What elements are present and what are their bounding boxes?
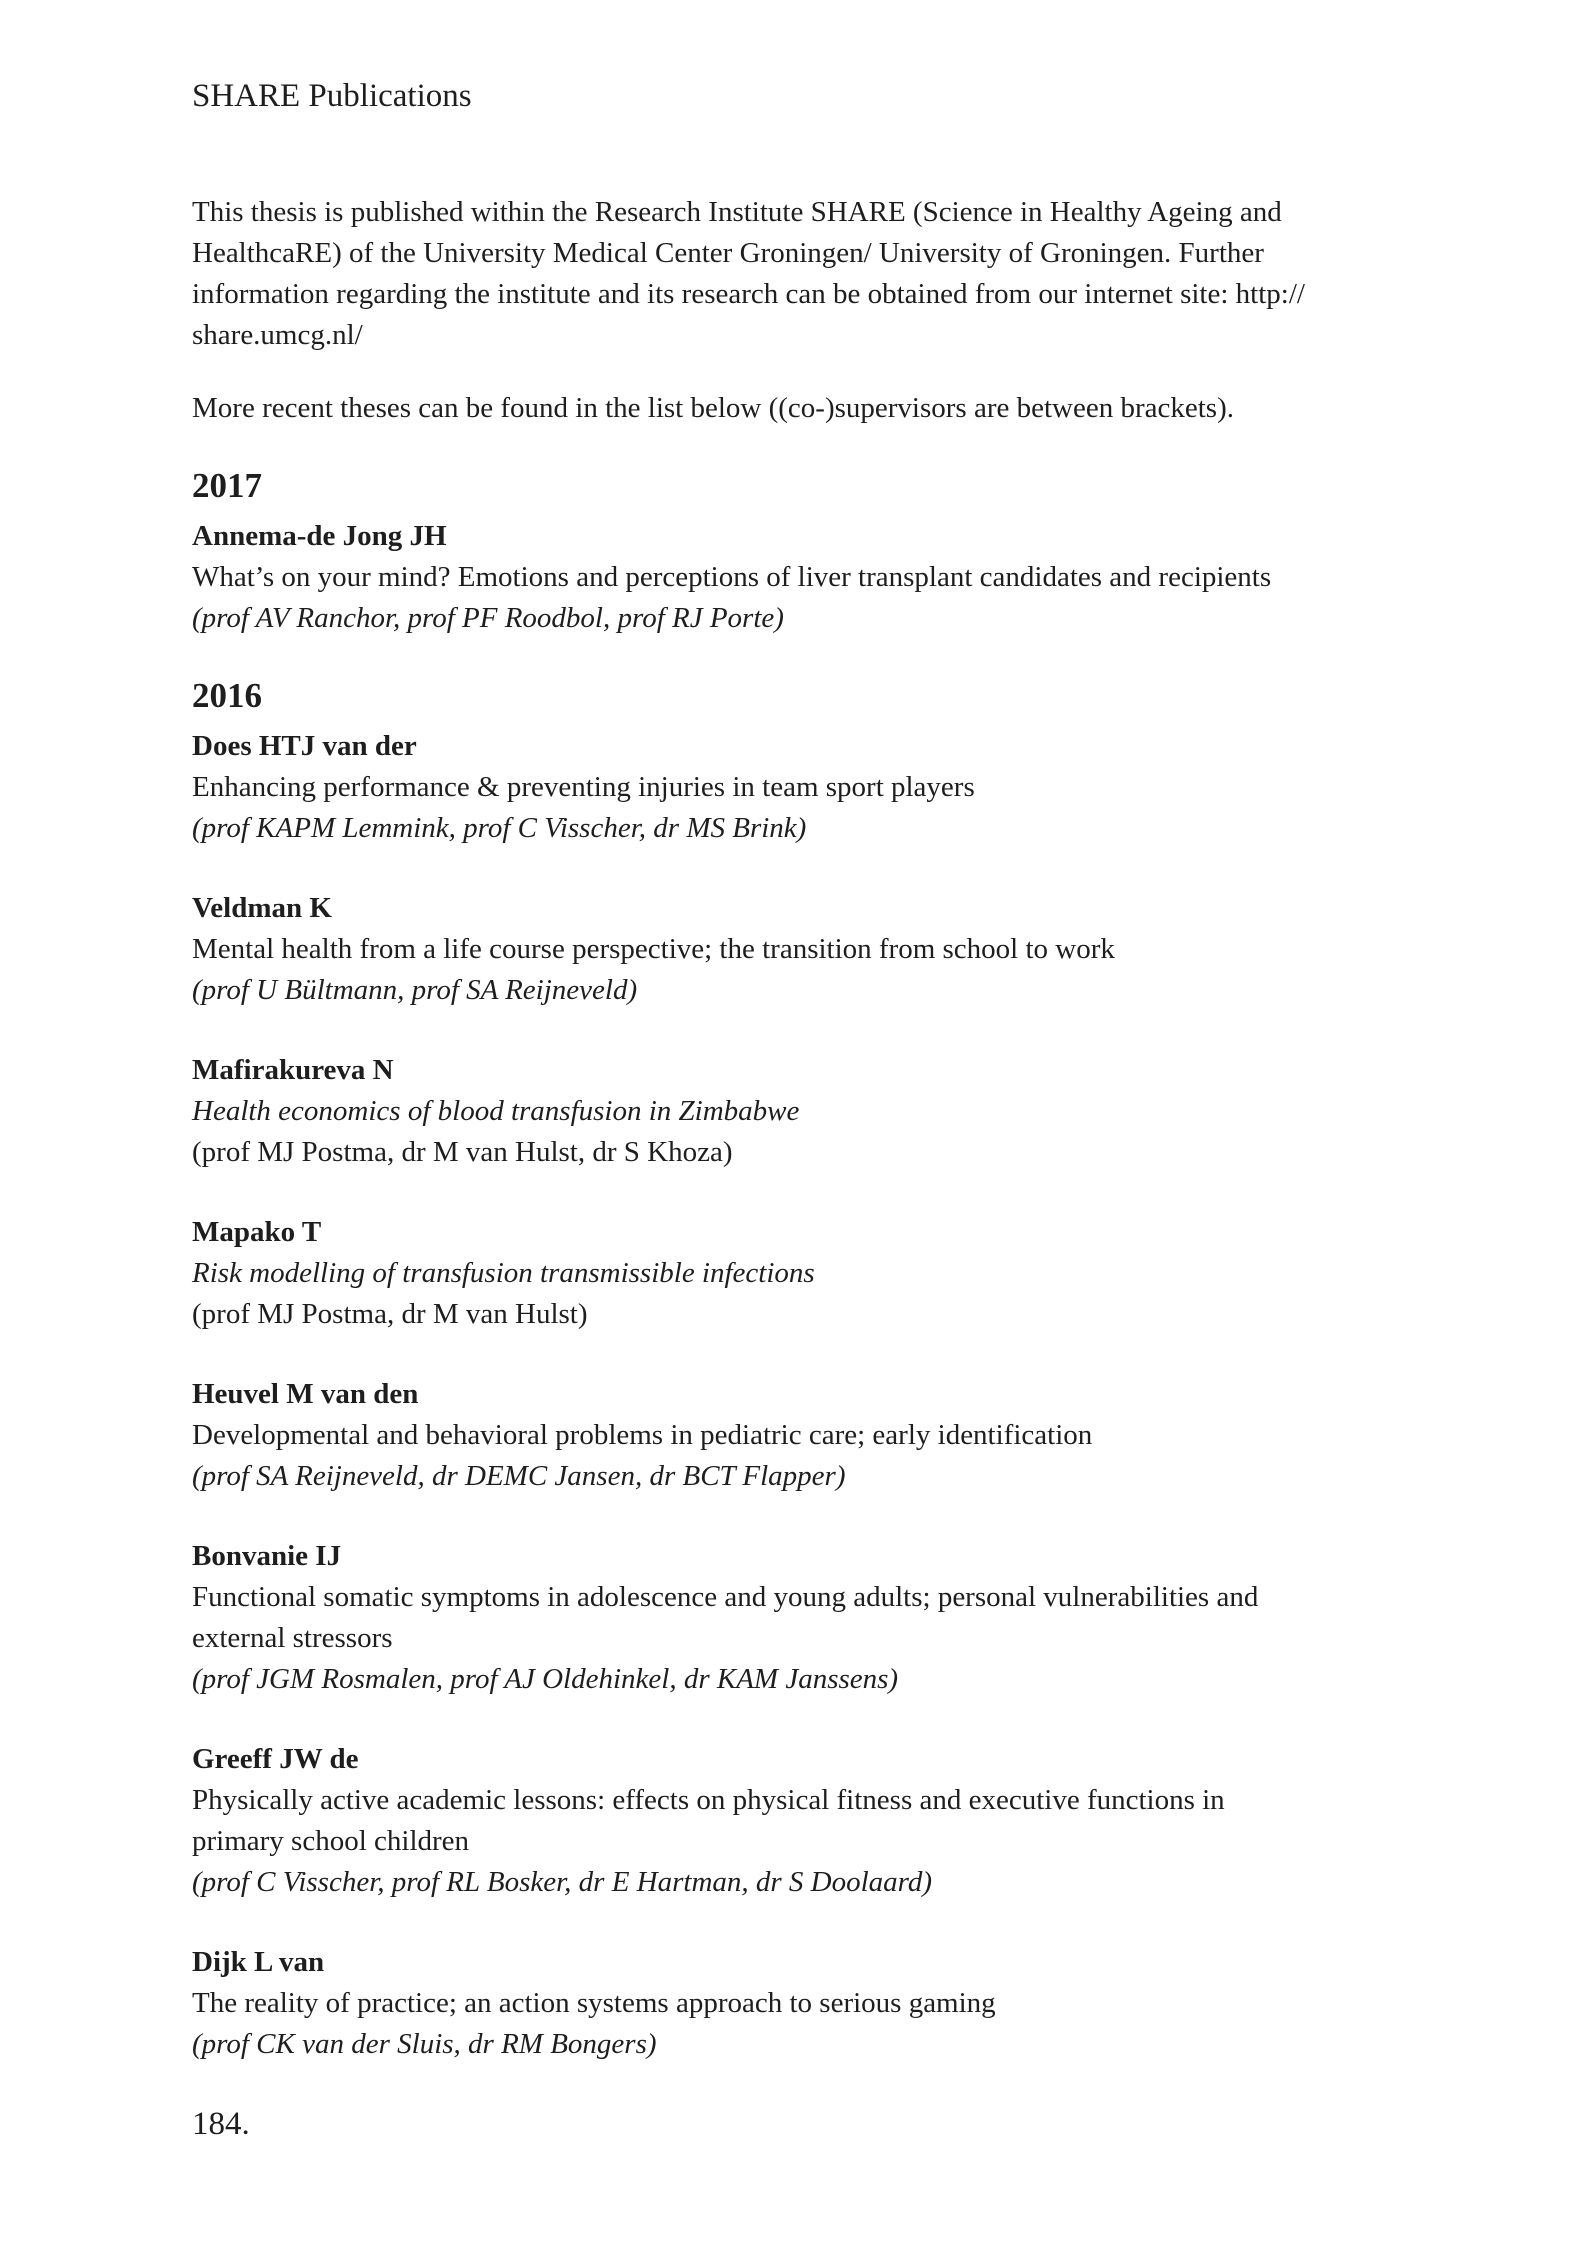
thesis-supervisors: (prof AV Ranchor, prof PF Roodbol, prof RJ Porte) bbox=[192, 602, 784, 634]
thesis-supervisors: (prof CK van der Sluis, dr RM Bongers) bbox=[192, 2028, 657, 2060]
thesis-title: Physically active academic lessons: effects on physical fitness and executive functions in primary school children bbox=[192, 1784, 1225, 1857]
thesis-author: Greeff JW de bbox=[192, 1743, 359, 1775]
thesis-author: Annema-de Jong JH bbox=[192, 520, 447, 552]
thesis-author: Veldman K bbox=[192, 892, 332, 924]
thesis-supervisors: (prof KAPM Lemmink, prof C Visscher, dr MS Brink) bbox=[192, 812, 807, 844]
thesis-entry bbox=[192, 888, 1392, 1011]
thesis-entry bbox=[192, 1739, 1392, 1903]
year-section-2017 bbox=[192, 464, 1392, 639]
thesis-entry bbox=[192, 516, 1392, 639]
thesis-entry bbox=[192, 726, 1392, 849]
page-number: 184. bbox=[192, 2106, 250, 2142]
year-section-2016 bbox=[192, 674, 1392, 2065]
list-note-paragraph: More recent theses can be found in the list below ((co-)supervisors are between brackets). bbox=[192, 392, 1234, 424]
year-heading: 2017 bbox=[192, 466, 262, 505]
thesis-title: The reality of practice; an action systems approach to serious gaming bbox=[192, 1987, 996, 2019]
thesis-title: Health economics of blood transfusion in Zimbabwe bbox=[192, 1095, 800, 1127]
thesis-author: Dijk L van bbox=[192, 1946, 325, 1978]
thesis-title: What’s on your mind? Emotions and perceptions of liver transplant candidates and recipients bbox=[192, 561, 1272, 593]
thesis-author: Bonvanie IJ bbox=[192, 1540, 342, 1572]
thesis-entry bbox=[192, 1212, 1392, 1335]
thesis-supervisors: (prof C Visscher, prof RL Bosker, dr E Hartman, dr S Doolaard) bbox=[192, 1866, 933, 1898]
thesis-title: Enhancing performance & preventing injuries in team sport players bbox=[192, 771, 975, 803]
thesis-title: Developmental and behavioral problems in pediatric care; early identification bbox=[192, 1419, 1093, 1451]
page-content bbox=[192, 68, 1392, 2065]
thesis-entry bbox=[192, 1374, 1392, 1497]
thesis-supervisors: (prof MJ Postma, dr M van Hulst) bbox=[192, 1298, 588, 1330]
thesis-author: Heuvel M van den bbox=[192, 1378, 419, 1410]
thesis-author: Mafirakureva N bbox=[192, 1054, 394, 1086]
thesis-title: Mental health from a life course perspective; the transition from school to work bbox=[192, 933, 1115, 965]
thesis-author: Does HTJ van der bbox=[192, 730, 417, 762]
year-heading: 2016 bbox=[192, 676, 262, 715]
thesis-supervisors: (prof JGM Rosmalen, prof AJ Oldehinkel, dr KAM Janssens) bbox=[192, 1663, 899, 1695]
thesis-supervisors: (prof SA Reijneveld, dr DEMC Jansen, dr BCT Flapper) bbox=[192, 1460, 846, 1492]
thesis-author: Mapako T bbox=[192, 1216, 322, 1248]
thesis-entry bbox=[192, 1536, 1392, 1700]
thesis-supervisors: (prof MJ Postma, dr M van Hulst, dr S Khoza) bbox=[192, 1136, 733, 1168]
thesis-entry bbox=[192, 1050, 1392, 1173]
thesis-entry bbox=[192, 1942, 1392, 2065]
thesis-title: Functional somatic symptoms in adolescence and young adults; personal vulnerabilities and external stressors bbox=[192, 1581, 1259, 1654]
thesis-title: Risk modelling of transfusion transmissible infections bbox=[192, 1257, 815, 1289]
intro-paragraph: This thesis is published within the Research Institute SHARE (Science in Healthy Ageing and HealthcaRE) of the University Medical Center Groningen/ University of Groningen. Further information regarding the institute and its research can be obtained from our internet site: http:// share.umcg.nl/ bbox=[192, 196, 1305, 351]
thesis-supervisors: (prof U Bültmann, prof SA Reijneveld) bbox=[192, 974, 638, 1006]
running-header: SHARE Publications bbox=[192, 78, 472, 114]
